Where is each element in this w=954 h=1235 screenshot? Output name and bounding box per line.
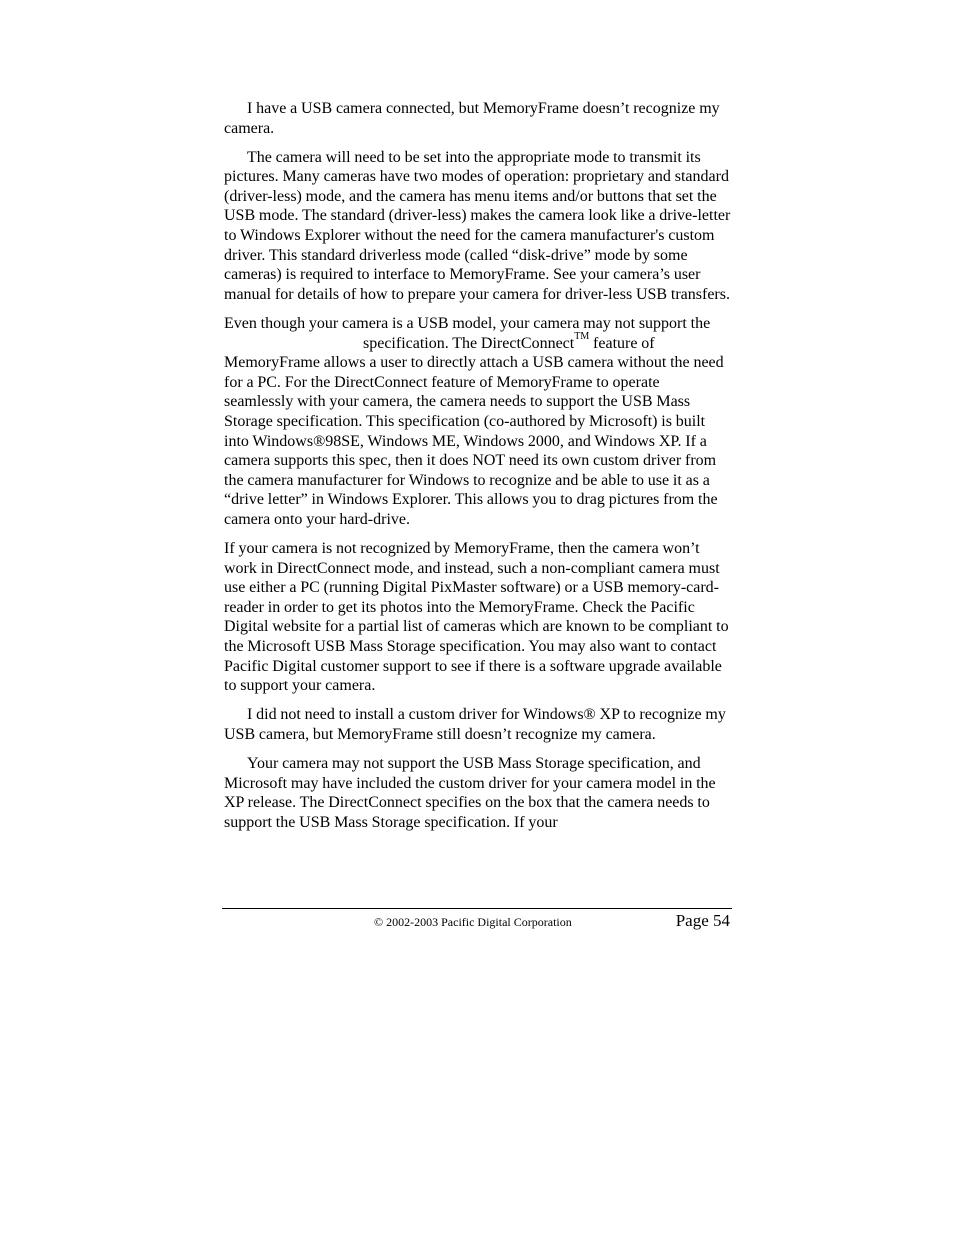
paragraph-text-part-3: feature of MemoryFrame allows a user to directly attach a USB camera without the need for a PC. For the DirectConnect feature of MemoryFrame to operate seamlessly with your camera, the camera needs to support the USB Mass Storage specification. This specification (co-authored by Microsoft) is built into Windows®98SE, Windows ME, Windows 2000, and Windows XP. If a camera supports this spec, then it does NOT need its own custom driver from the camera manufacturer for Windows to recognize and be able to use it as a “drive letter” in Windows Explorer. This allows you to drag pictures from the camera onto your hard-drive. [224, 334, 724, 528]
faq-question-usb-camera-not-recognized: I have a USB camera connected, but MemoryFrame doesn’t recognize my camera. [224, 100, 720, 137]
page-number: Page 54 [675, 911, 730, 930]
paragraph-usb-mass-storage-explanation [224, 314, 732, 530]
faq-question-xp-driver: I did not need to install a custom driver for Windows® XP to recognize my USB camera, but MemoryFrame still doesn’t recognize my camera. [224, 706, 726, 743]
document-body [224, 99, 732, 842]
paragraph-non-compliant-camera: If your camera is not recognized by MemoryFrame, then the camera won’t work in DirectConnect mode, and instead, such a non-compliant camera must use either a PC (running Digital PixMaster software) or a USB memory-card-reader in order to get its photos into the MemoryFrame. Check the Pacific Digital website for a partial list of cameras which are known to be compliant to the Microsoft USB Mass Storage specification. You may also want to contact Pacific Digital customer support to see if there is a software upgrade available to support your camera. [224, 539, 729, 695]
footer-divider [222, 908, 732, 909]
trademark-superscript: TM [574, 331, 590, 343]
faq-answer-camera-mode: The camera will need to be set into the appropriate mode to transmit its pictures. Many cameras have two modes of operation: proprietary and standard (driver-less) mode, and the camera has menu items and/or buttons that set the USB mode. The standard (driver-less) makes the camera look like a drive-letter to Windows Explorer without the need for the camera manufacturer's custom driver. This standard driverless mode (called “disk-drive” mode by some cameras) is required to interface to MemoryFrame. See your camera’s user manual for details of how to prepare your camera for driver-less USB transfers. [224, 148, 731, 303]
footer-copyright: © 2002-2003 Pacific Digital Corporation [374, 915, 572, 929]
paragraph-text-part-2: specification. The DirectConnect [363, 334, 575, 352]
faq-answer-xp-driver: Your camera may not support the USB Mass Storage specification, and Microsoft may have included the custom driver for your camera model in the XP release. The DirectConnect specifies on the box that the camera needs to support the USB Mass Storage specification. If your [224, 754, 716, 831]
paragraph-text-part-1: Even though your camera is a USB model, your camera may not support the [224, 314, 711, 332]
